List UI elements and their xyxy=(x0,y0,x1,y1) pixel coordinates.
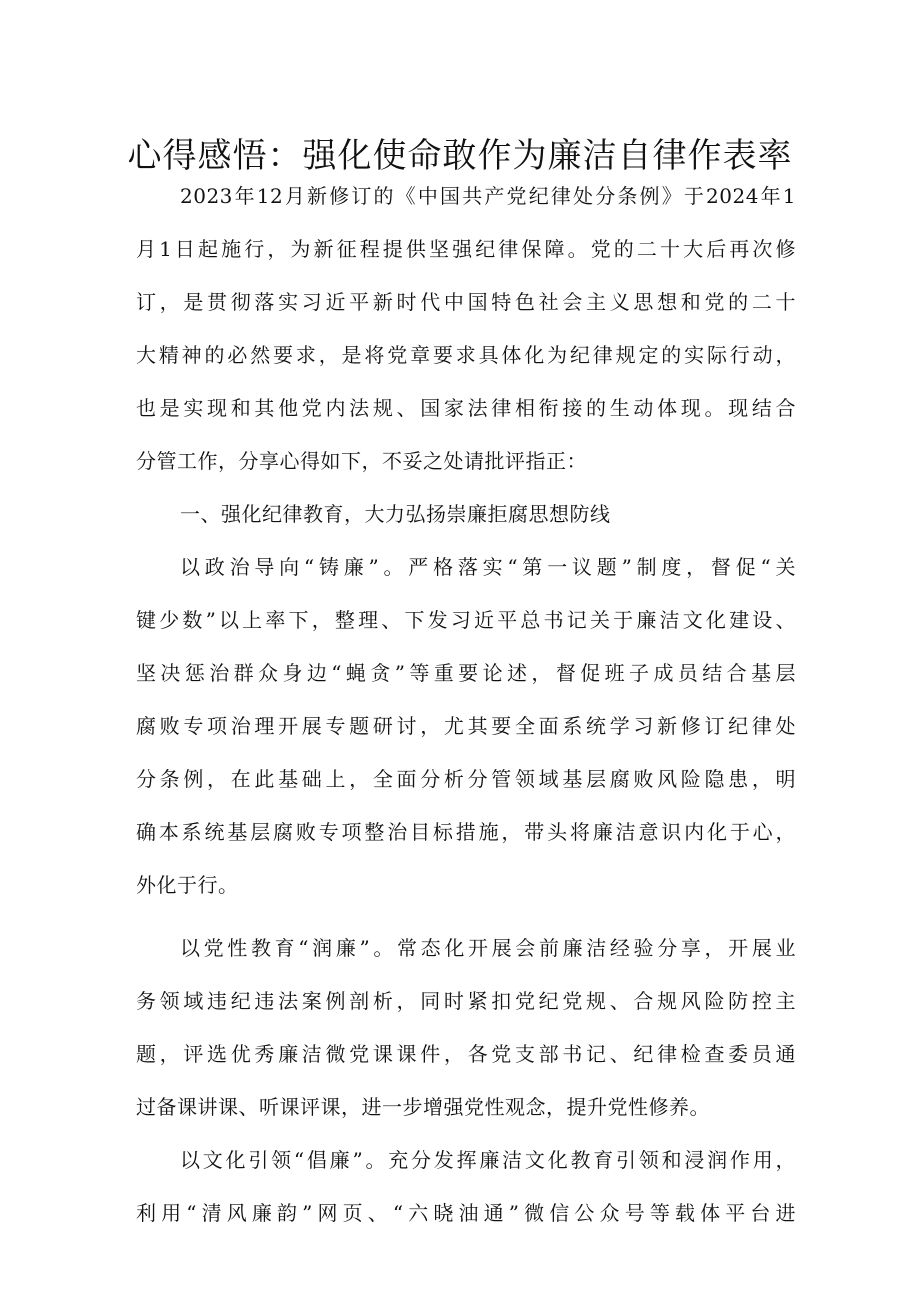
paragraph-line: 题，评选优秀廉洁微党课课件，各党支部书记、纪律检查委员通 xyxy=(136,1042,796,1066)
document-body xyxy=(136,170,796,1240)
paragraph-line: 月1日起施行，为新征程提供坚强纪律保障。党的二十大后再次修 xyxy=(136,237,796,261)
paragraph-line: 过备课讲课、听课评课，进一步增强党性观念，提升党性修养。 xyxy=(136,1095,710,1119)
paragraph-line: 分条例，在此基础上，全面分析分管领域基层腐败风险隐患，明 xyxy=(136,767,796,791)
document-title: 心得感悟：强化使命敢作为廉洁自律作表率 xyxy=(127,136,793,176)
paragraph-line: 外化于行。 xyxy=(136,873,239,897)
paragraph-line: 坚决惩治群众身边“蝇贪”等重要论述，督促班子成员结合基层 xyxy=(136,661,796,685)
paragraph-line: 也是实现和其他党内法规、国家法律相衔接的生动体现。现结合 xyxy=(136,396,796,420)
paragraph-line: 确本系统基层腐败专项整治目标措施，带头将廉洁意识内化于心， xyxy=(136,820,796,844)
paragraph-line: 键少数”以上率下，整理、下发习近平总书记关于廉洁文化建设、 xyxy=(136,608,796,632)
paragraph-line: 务领域违纪违法案例剖析，同时紧扣党纪党规、合规风险防控主 xyxy=(136,989,796,1013)
paragraph-line: 订，是贯彻落实习近平新时代中国特色社会主义思想和党的二十 xyxy=(136,290,796,314)
paragraph-line: 以政治导向“铸廉”。严格落实“第一议题”制度，督促“关 xyxy=(180,555,796,579)
paragraph-line: 分管工作，分享心得如下，不妥之处请批评指正： xyxy=(136,449,587,473)
paragraph-line: 利用“清风廉韵”网页、“六晓油通”微信公众号等载体平台进 xyxy=(136,1201,796,1225)
paragraph-line: 以党性教育“润廉”。常态化开展会前廉洁经验分享，开展业 xyxy=(180,936,796,960)
section-heading: 一、强化纪律教育，大力弘扬崇廉拒腐思想防线 xyxy=(180,502,611,526)
paragraph-line: 2023年12月新修订的《中国共产党纪律处分条例》于2024年1 xyxy=(180,184,796,208)
paragraph-line: 大精神的必然要求，是将党章要求具体化为纪律规定的实际行动， xyxy=(136,343,796,367)
paragraph-line: 腐败专项治理开展专题研讨，尤其要全面系统学习新修订纪律处 xyxy=(136,714,796,738)
paragraph-line: 以文化引领“倡廉”。充分发挥廉洁文化教育引领和浸润作用， xyxy=(180,1148,796,1172)
